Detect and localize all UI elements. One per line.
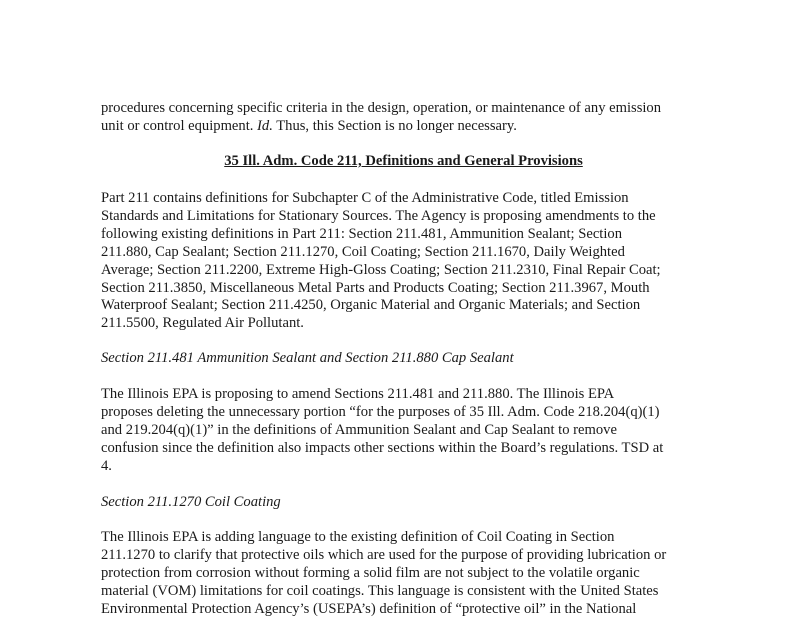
subsection-paragraph-ammunition-cap-sealant	[101, 386, 706, 476]
paragraph-line: Environmental Protection Agency’s (USEPA’s) definition of “protective oil” in the National	[101, 600, 637, 617]
paragraph-line: Part 211 contains definitions for Subchapter C of the Administrative Code, titled Emission	[101, 190, 629, 206]
paragraph-line: Waterproof Sealant; Section 211.4250, Organic Material and Organic Materials; and Section	[101, 297, 641, 314]
paragraph-line: 211.880, Cap Sealant; Section 211.1270, Coil Coating; Section 211.1670, Daily Weighted	[101, 243, 625, 260]
paragraph-line: protection from corrosion without forming a solid film are not subject to the volatile organic	[101, 564, 640, 581]
paragraph-line: Section 211.3850, Miscellaneous Metal Parts and Products Coating; Section 211.3967, Mouth	[101, 279, 650, 296]
paragraph-line: The Illinois EPA is proposing to amend Sections 211.481 and 211.880. The Illinois EPA	[101, 386, 615, 402]
subsection-paragraph-coil-coating	[101, 529, 706, 619]
paragraph-line: material (VOM) limitations for coil coatings. This language is consistent with the United States	[101, 582, 659, 599]
paragraph-line: proposes deleting the unnecessary portion “for the purposes of 35 Ill. Adm. Code 218.204(q)(1)	[101, 403, 660, 420]
citation-id: Id.	[257, 117, 273, 134]
line-text: unit or control equipment.	[101, 117, 258, 134]
paragraph-line: procedures concerning specific criteria in the design, operation, or maintenance of any emission	[101, 100, 662, 116]
subsection-title-coil-coating: Section 211.1270 Coil Coating	[101, 494, 281, 510]
paragraph-line: and 219.204(q)(1)” in the definitions of Ammunition Sealant and Cap Sealant to remove	[101, 421, 617, 438]
continuation-paragraph	[101, 100, 706, 136]
paragraph-line: The Illinois EPA is adding language to the existing definition of Coil Coating in Section	[101, 529, 615, 545]
paragraph-line: 211.1270 to clarify that protective oils which are used for the purpose of providing lubrication or	[101, 546, 667, 563]
paragraph-line: 4.	[101, 457, 112, 474]
paragraph-line: confusion since the definition also impacts other sections within the Board’s regulations. TSD at	[101, 439, 664, 456]
paragraph-line: Standards and Limitations for Stationary Sources. The Agency is proposing amendments to the	[101, 207, 656, 224]
paragraph-line: Average; Section 211.2200, Extreme High-Gloss Coating; Section 211.2310, Final Repair Coat;	[101, 261, 661, 278]
line-text: Thus, this Section is no longer necessary.	[272, 117, 517, 134]
section-heading: 35 Ill. Adm. Code 211, Definitions and General Provisions	[224, 153, 583, 169]
paragraph-line: following existing definitions in Part 211: Section 211.481, Ammunition Sealant; Section	[101, 225, 623, 242]
subsection-title-ammunition-cap-sealant: Section 211.481 Ammunition Sealant and Section 211.880 Cap Sealant	[101, 350, 514, 366]
paragraph-line	[101, 118, 706, 136]
intro-paragraph	[101, 190, 706, 333]
paragraph-line: 211.5500, Regulated Air Pollutant.	[101, 315, 304, 332]
